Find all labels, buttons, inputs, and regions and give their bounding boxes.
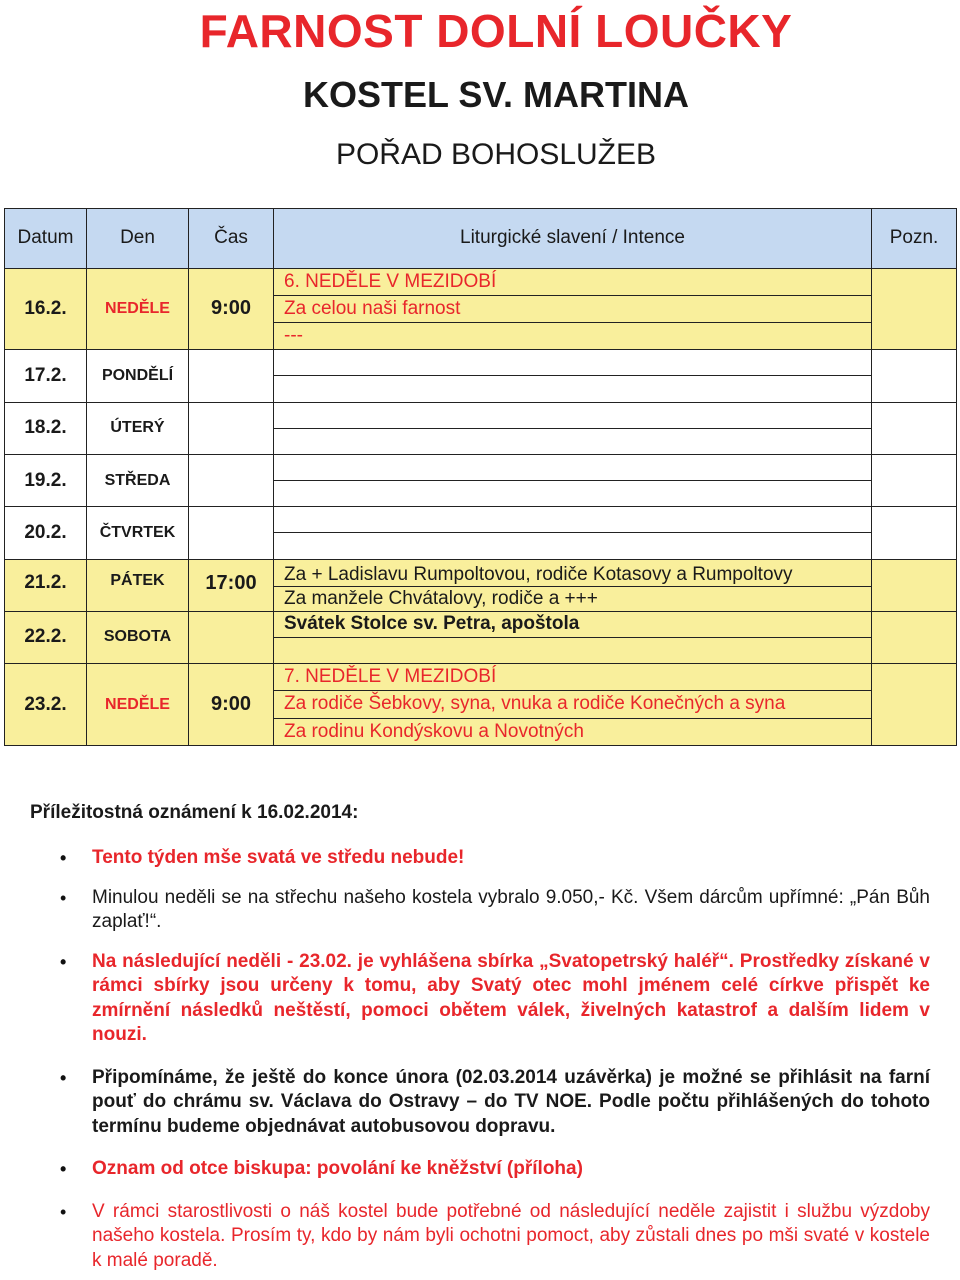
- row-date: 16.2.: [5, 268, 87, 350]
- row-liturgy-line: Za + Ladislavu Rumpoltovou, rodiče Kotasovy a Rumpoltovy: [274, 559, 872, 586]
- row-liturgy-line: [274, 454, 872, 480]
- bullet-icon: •: [60, 1201, 67, 1222]
- row-liturgy-line: Za celou naši farnost: [274, 295, 872, 322]
- list-item: [30, 1157, 930, 1182]
- row-note: [872, 664, 957, 746]
- row-time: 9:00: [189, 664, 274, 746]
- row-time: [189, 350, 274, 402]
- schedule-subtitle: POŘAD BOHOSLUŽEB: [335, 138, 657, 171]
- row-date: 21.2.: [5, 559, 87, 611]
- row-day: NEDĚLE: [87, 268, 189, 350]
- parish-title: FARNOST DOLNÍ LOUČKY: [199, 5, 793, 57]
- list-item: [30, 846, 930, 871]
- row-note: [872, 268, 957, 350]
- notice-text: Připomínáme, že ještě do konce února (02.03.2014 uzávěrka) je možné se přihlásit na farní pouť do chrámu sv. Václava do Ostravy – do TV NOE. Podle počtu přihlášených do tohoto termínu budeme objednávat autobusovou dopravu.: [92, 1066, 930, 1137]
- column-header-note: Pozn.: [872, 209, 957, 269]
- row-time: [189, 507, 274, 559]
- row-date: 19.2.: [5, 454, 87, 506]
- table-row: [5, 611, 957, 637]
- bullet-icon: •: [60, 887, 67, 908]
- row-liturgy-line: [274, 637, 872, 663]
- row-date: 20.2.: [5, 507, 87, 559]
- row-time: [189, 454, 274, 506]
- schedule-table: [4, 208, 956, 746]
- row-date: 23.2.: [5, 664, 87, 746]
- row-time: [189, 402, 274, 454]
- row-day: SOBOTA: [87, 611, 189, 663]
- table-row: [5, 507, 957, 533]
- row-liturgy-line: [274, 376, 872, 402]
- bullet-icon: •: [60, 951, 67, 972]
- row-day: NEDĚLE: [87, 664, 189, 746]
- row-time: 9:00: [189, 268, 274, 350]
- column-header-day: Den: [87, 209, 189, 269]
- table-header-row: [5, 209, 957, 269]
- row-date: 17.2.: [5, 350, 87, 402]
- row-note: [872, 454, 957, 506]
- notice-text: V rámci starostlivosti o náš kostel bude potřebné od následující neděle zajistit i službu výzdoby našeho kostela. Prosím ty, kdo by nám byli ochotni pomoct, aby zůstali dnes po mši svaté v kostele k malé poradě.: [92, 1200, 930, 1271]
- list-item: [30, 1066, 930, 1140]
- list-item: [30, 950, 930, 1048]
- row-liturgy-line: 6. NEDĚLE V MEZIDOBÍ: [274, 268, 872, 295]
- table-row: [5, 350, 957, 376]
- column-header-liturgy: Liturgické slavení / Intence: [274, 209, 872, 269]
- row-time: [189, 611, 274, 663]
- row-time: 17:00: [189, 559, 274, 611]
- row-day: ČTVRTEK: [87, 507, 189, 559]
- table-row: [5, 454, 957, 480]
- row-note: [872, 507, 957, 559]
- row-note: [872, 350, 957, 402]
- row-liturgy-line: Za rodiče Šebkovy, syna, vnuka a rodiče Konečných a syna: [274, 691, 872, 718]
- row-liturgy-line: Za manžele Chvátalovy, rodiče a +++: [274, 586, 872, 611]
- row-liturgy-line: [274, 350, 872, 376]
- row-date: 18.2.: [5, 402, 87, 454]
- row-note: [872, 402, 957, 454]
- column-header-date: Datum: [5, 209, 87, 269]
- notice-text: Oznam od otce biskupa: povolání ke kněžství (příloha): [92, 1158, 583, 1179]
- row-liturgy-line: [274, 507, 872, 533]
- column-header-time: Čas: [189, 209, 274, 269]
- row-day: STŘEDA: [87, 454, 189, 506]
- row-liturgy-line: ---: [274, 323, 872, 350]
- row-liturgy-line: [274, 402, 872, 428]
- notice-text: Na následující neděli - 23.02. je vyhlášena sbírka „Svatopetrský haléř“. Prostředky získané v rámci sbírky jsou určeny k tomu, aby Svatý otec mohl jménem celé církve přispět ke zmírnění následků neštěstí, pomoci obětem válek, živelných katastrof a dalším lidem v nouzi.: [92, 950, 930, 1045]
- row-day: PÁTEK: [87, 559, 189, 611]
- list-item: [30, 1200, 930, 1274]
- row-liturgy-line: Za rodinu Kondýskovu a Novotných: [274, 718, 872, 745]
- notices-heading: Příležitostná oznámení k 16.02.2014:: [30, 802, 359, 823]
- notices-list: [30, 846, 930, 1273]
- table-row: [5, 559, 957, 586]
- row-day: ÚTERÝ: [87, 402, 189, 454]
- table-row: [5, 664, 957, 691]
- row-liturgy-line: 7. NEDĚLE V MEZIDOBÍ: [274, 664, 872, 691]
- bullet-icon: •: [60, 1067, 67, 1088]
- row-liturgy-line: [274, 481, 872, 507]
- list-item: [30, 886, 930, 935]
- notice-text: Minulou neděli se na střechu našeho kostela vybralo 9.050,- Kč. Všem dárcům upřímné: „Pán Bůh zaplať!“.: [92, 886, 930, 932]
- row-note: [872, 559, 957, 611]
- table-row: [5, 402, 957, 428]
- church-title: KOSTEL SV. MARTINA: [302, 74, 690, 115]
- row-date: 22.2.: [5, 611, 87, 663]
- row-liturgy-line: [274, 533, 872, 559]
- notice-text: Tento týden mše svatá ve středu nebude!: [92, 847, 465, 868]
- bullet-icon: •: [60, 848, 67, 868]
- bullet-icon: •: [60, 1159, 67, 1179]
- row-note: [872, 611, 957, 663]
- row-liturgy-line: Svátek Stolce sv. Petra, apoštola: [274, 611, 872, 637]
- table-row: [5, 268, 957, 295]
- row-liturgy-line: [274, 428, 872, 454]
- row-day: PONDĚLÍ: [87, 350, 189, 402]
